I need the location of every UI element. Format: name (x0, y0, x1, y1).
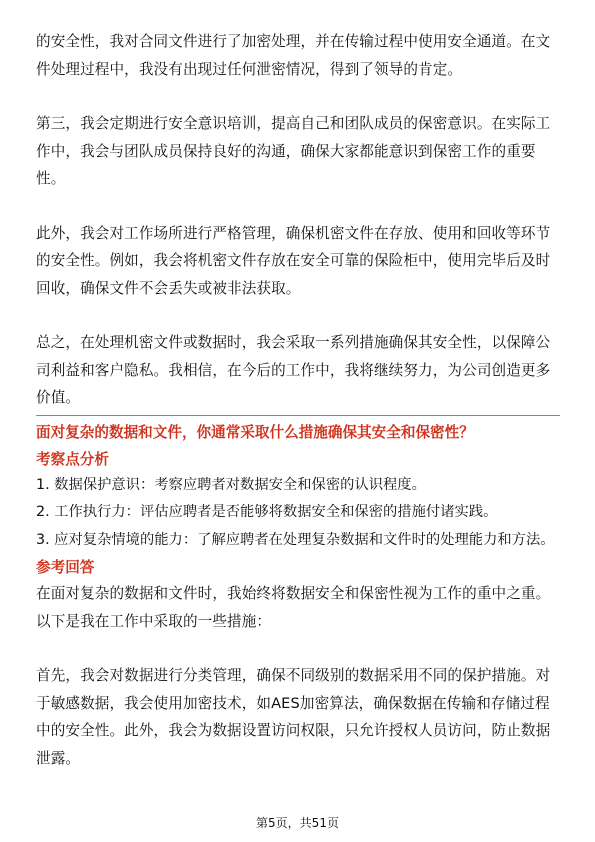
page-number-footer: 第5页，共51页 (256, 816, 339, 830)
document-page (36, 28, 560, 772)
analysis-item: 3. 应对复杂情境的能力：了解应聘者在处理复杂数据和文件时的处理能力和方法。 (36, 531, 555, 548)
body-paragraph: 的安全性，我对合同文件进行了加密处理，并在传输过程中使用安全通道。在文件处理过程中，我没有出现过任何泄密情况，得到了领导的肯定。 (36, 33, 551, 78)
paragraph-gap (36, 302, 560, 329)
section-divider (36, 415, 560, 416)
paragraph-gap (36, 83, 560, 110)
answer-paragraph: 在面对复杂的数据和文件时，我始终将数据安全和保密性视为工作的重中之重。以下是我在工作中采取的一些措施： (36, 585, 551, 630)
body-paragraph: 第三，我会定期进行安全意识培训，提高自己和团队成员的保密意识。在实际工作中，我会与团队成员保持良好的沟通，确保大家都能意识到保密工作的重要性。 (36, 115, 551, 187)
paragraph-gap (36, 193, 560, 220)
question-heading: 面对复杂的数据和文件，你通常采取什么措施确保其安全和保密性？ (36, 423, 474, 441)
answer-title: 参考回答 (36, 559, 95, 576)
paragraph-gap (36, 635, 560, 662)
analysis-item: 2. 工作执行力：评估应聘者是否能够将数据安全和保密的措施付诸实践。 (36, 504, 498, 520)
answer-paragraph: 首先，我会对数据进行分类管理，确保不同级别的数据采用不同的保护措施。对于敏感数据，我会使用加密技术，如AES加密算法，确保数据在传输和存储过程中的安全性。此外，我会为数据设置访问权限，只允许授权人员访问，防止数据泄露。 (36, 667, 551, 767)
body-paragraph: 总之，在处理机密文件或数据时，我会采取一系列措施确保其安全性，以保障公司利益和客户隐私。我相信，在今后的工作中，我将继续努力，为公司创造更多价值。 (36, 334, 551, 406)
analysis-title: 考察点分析 (36, 450, 109, 468)
analysis-item: 1. 数据保护意识：考察应聘者对数据安全和保密的认识程度。 (36, 476, 426, 493)
body-paragraph: 此外，我会对工作场所进行严格管理，确保机密文件在存放、使用和回收等环节的安全性。例如，我会将机密文件存放在安全可靠的保险柜中，使用完毕后及时回收，确保文件不会丢失或被非法获取。 (36, 224, 551, 297)
